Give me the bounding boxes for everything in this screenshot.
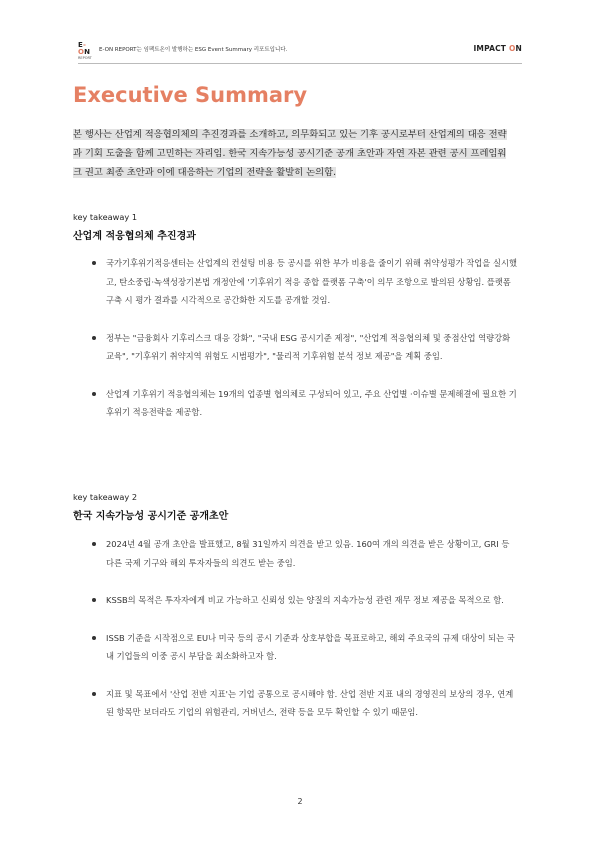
list-item: ISSB 기준을 시작점으로 EU나 미국 등의 공시 기준과 상호부합을 목표로하고, 해외 주요국의 규제 대상이 되는 국내 기업들의 이중 공시 부담을 최소화하고자 함.	[92, 629, 518, 666]
takeaway-heading: 한국 지속가능성 공시기준 공개초안	[73, 511, 229, 522]
logo-main	[78, 42, 96, 56]
logo-main-accent: -O	[78, 41, 87, 56]
takeaway-2-list	[92, 535, 518, 741]
logo-right-part: IMPACT	[473, 44, 509, 53]
list-item: 정부는 "금융회사 기후리스크 대응 강화", "국내 ESG 공시기준 제정", "산업계 적응협의체 및 중점산업 역량강화 교육", "기후위기 취약지역 위험도 시범평가", "물리적 기후위험 분석 정보 제공"을 계획 중임.	[92, 329, 518, 366]
takeaway-heading: 산업계 적응협의체 추진경과	[73, 231, 196, 242]
page-number: 2	[297, 797, 303, 806]
page-title: Executive Summary	[73, 83, 308, 107]
summary-text: 본 행사는 산업계 적응협의체의 추진경과를 소개하고, 의무화되고 있는 기후 공시로부터 산업계의 대응 전략과 기회 도출을 함께 고민하는 자리임. 한국 지속가능성 공시기준 공개 초안과 자연 자본 관련 공시 프레임워크 권고 최종 초안과 이에 대응하는 기업의 전략을 활발히 논의함.	[73, 129, 507, 178]
eon-report-logo	[78, 42, 96, 61]
summary-paragraph	[73, 125, 513, 182]
list-item: 지표 및 목표에서 '산업 전반 지표'는 기업 공통으로 공시해야 함. 산업 전반 지표 내의 경영진의 보상의 경우, 연계된 항목만 보더라도 기업의 위험관리, 거버넌스, 전략 등을 모두 확인할 수 있기 때문임.	[92, 685, 518, 722]
list-item: 산업계 기후위기 적응협의체는 19개의 업종별 협의체로 구성되어 있고, 주요 산업별 ·이슈별 문제해결에 필요한 기후위기 적응전략을 제공함.	[92, 385, 518, 422]
list-item: 2024년 4월 공개 초안을 발표했고, 8월 31일까지 의견을 받고 있음. 160여 개의 의견을 받은 상황이고, GRI 등 다른 국제 기구와 해외 투자자들의 의견도 받는 중임.	[92, 535, 518, 572]
list-item: 국가기후위기적응센터는 산업계의 컨설팅 비용 등 공시를 위한 부가 비용을 줄이기 위해 취약성평가 작업을 실시했고, 탄소중립·녹색성장기본법 개정안에 '기후위기 적응 종합 플랫폼 구축'이 의무 조항으로 발의된 상황임. 플랫폼 구축 시 평가 결과를 시각적으로 공간화한 지도를 공개할 것임.	[92, 254, 518, 310]
takeaway-1-list	[92, 254, 518, 441]
page-header	[78, 42, 522, 58]
list-item: KSSB의 목적은 투자자에게 비교 가능하고 신뢰성 있는 양질의 지속가능성 관련 재무 정보 제공을 목적으로 함.	[92, 591, 518, 610]
takeaway-label: key takeaway 1	[73, 212, 138, 222]
logo-main-part: E	[78, 41, 83, 49]
header-divider	[78, 63, 522, 64]
logo-right-accent: O	[508, 44, 516, 53]
takeaway-label: key takeaway 2	[73, 492, 138, 502]
header-text: E-ON REPORT는 임팩트온이 발행하는 ESG Event Summary 리포트입니다.	[99, 47, 288, 53]
logo-right-part: N	[515, 44, 522, 53]
impacton-logo	[473, 44, 522, 53]
logo-main-part: N	[84, 48, 91, 56]
logo-sub: REPORT	[78, 56, 92, 60]
